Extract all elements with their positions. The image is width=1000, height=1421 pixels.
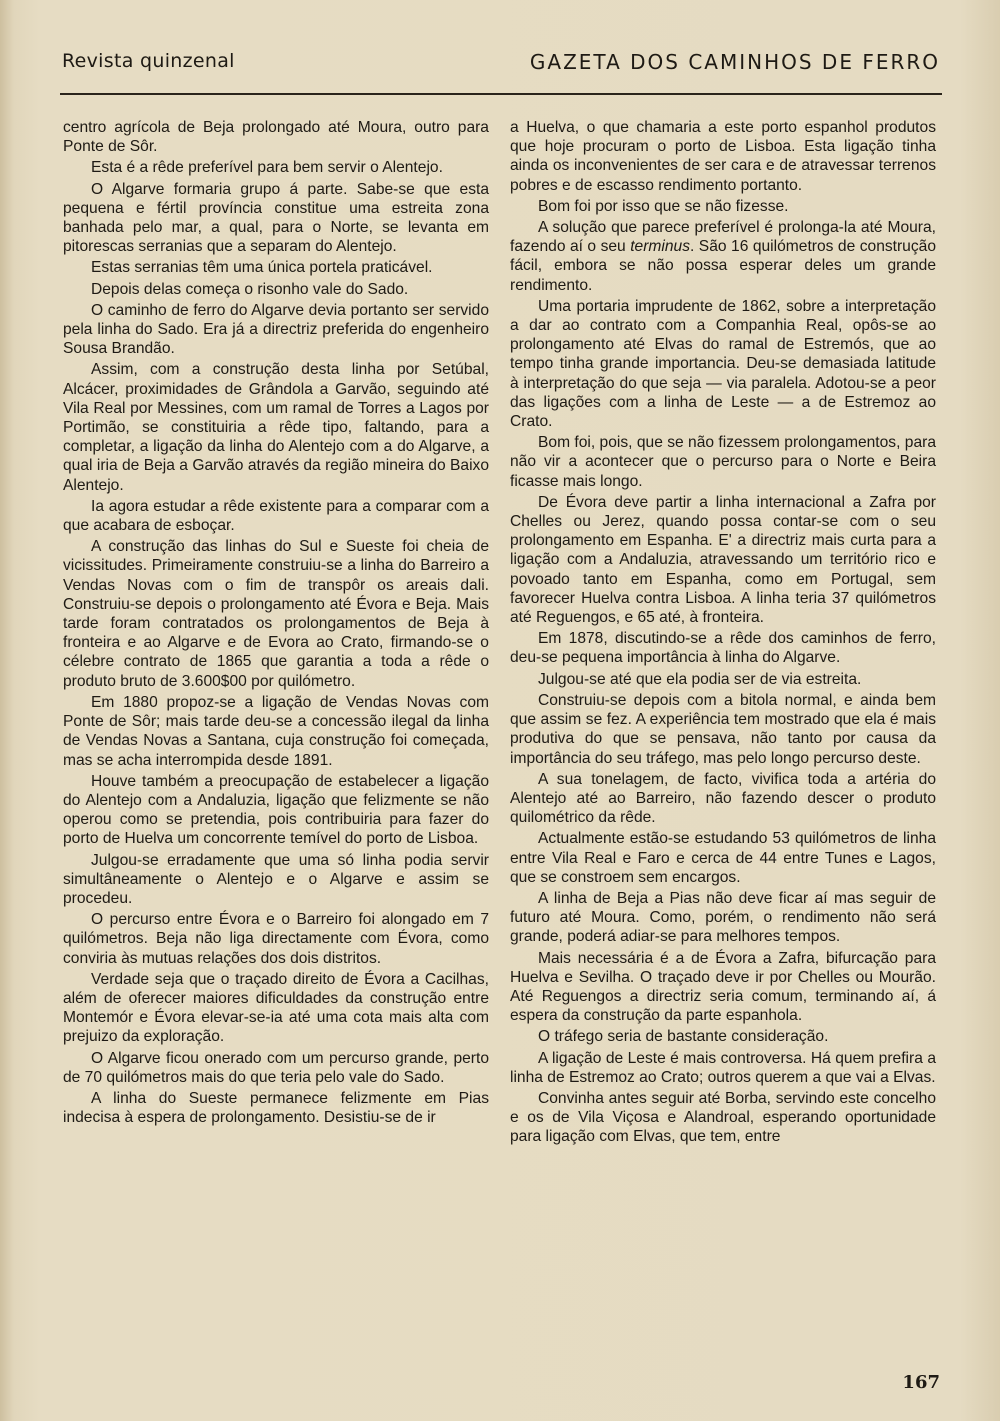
- paragraph-text: A solução que parece preferível é prolonga-la até Moura, fazendo aí o seu: [510, 219, 936, 256]
- paragraph: Depois delas começa o risonho vale do Sado.: [91, 280, 409, 298]
- right-column: [510, 118, 936, 1149]
- paragraph: O Algarve ficou onerado com um percurso grande, perto de 70 quilómetros mais do que teria pelo vale do Sado.: [63, 1049, 489, 1086]
- paragraph: [510, 218, 936, 295]
- paragraph: O caminho de ferro do Algarve devia portanto ser servido pela linha do Sado. Era já a directriz preferida do engenheiro Sousa Brandão.: [63, 301, 489, 358]
- paragraph: Julgou-se erradamente que uma só linha podia servir simultâneamente o Alentejo e o Algarve e assim se procedeu.: [63, 851, 489, 907]
- paragraph: A construção das linhas do Sul e Sueste foi cheia de vicissitudes. Primeiramente construiu-se a linha do Barreiro a Vendas Novas com o fim de transpôr os areais dali. Construiu-se depois o prolongamento até Évora e Beja. Mais tarde foram contratados os prolongamentos de Beja à fronteira e ao Algarve e de Evora ao Crato, firmando-se o célebre contrato de 1865 que garantia a toda a rêde o produto bruto de 3.600$00 por quilómetro.: [63, 538, 489, 690]
- page-number: 167: [902, 1372, 940, 1393]
- paragraph: Uma portaria imprudente de 1862, sobre a interpretação a dar ao contrato com a Companhia Real, opôs-se ao prolongamento até Elvas do ramal de Estremós, que ao tempo tinha grande importancia. Deu-se demasiada latitude à interpretação do que seja — via paralela. Adotou-se a peor das ligações com a linha de Leste — a de Estremoz ao Crato.: [510, 297, 936, 431]
- paragraph: Convinha antes seguir até Borba, servindo este concelho e os de Vila Viçosa e Alandroal, esperando oportunidade para ligação com Elvas, que tem, entre: [510, 1089, 936, 1146]
- paragraph: Estas serranias têm uma única portela praticável.: [91, 259, 433, 277]
- paragraph: Esta é a rêde preferível para bem servir o Alentejo.: [91, 159, 443, 177]
- header-rule: [60, 93, 942, 95]
- header-left-text: Revista quinzenal: [62, 50, 235, 72]
- paragraph: Ia agora estudar a rêde existente para a comparar com a que acabara de esboçar.: [63, 497, 489, 535]
- paragraph: Julgou-se até que ela podia ser de via estreita.: [538, 670, 862, 688]
- paragraph: A linha de Beja a Pias não deve ficar aí mas seguir de futuro até Moura. Como, porém, o rendimento não será grande, poderá adiar-se para melhores tempos.: [510, 889, 936, 946]
- paragraph: O Algarve formaria grupo á parte. Sabe-se que esta pequena e fértil província constitue uma estreita zona banhada pelo mar, a qual, para o Norte, se levanta em pitorescas serranias que a separam do Alentejo.: [63, 180, 489, 256]
- paragraph: Houve também a preocupação de estabelecer a ligação do Alentejo com a Andaluzia, ligação que felizmente se não operou como se pretendia, pois contribuiria para fazer do porto de Huelva um concorrente temível do porto de Lisboa.: [63, 772, 489, 848]
- paragraph: A linha do Sueste permanece felizmente em Pias indecisa à espera de prolongamento. Desistiu-se de ir: [63, 1089, 489, 1127]
- paragraph: a Huelva, o que chamaria a este porto espanhol produtos que hoje procuram o porto de Lisboa. Esta ligação tinha ainda os inconvenientes de ser cara e de atravessar terrenos pobres e de escasso rendimento portanto.: [510, 119, 936, 194]
- paragraph: Bom foi por isso que se não fizesse.: [538, 197, 789, 215]
- italic-term: terminus: [630, 238, 690, 256]
- paragraph: Em 1880 propoz-se a ligação de Vendas Novas com Ponte de Sôr; mais tarde deu-se a concessão ilegal da linha de Vendas Novas a Santana, cuja construção foi começada, mas se acha interrompida desde 1891.: [63, 693, 489, 769]
- paragraph: Construiu-se depois com a bitola normal, e ainda bem que assim se fez. A experiência tem mostrado que ela é mais produtiva do que se pensava, não tanto por causa da importância do seu tráfego, mas pelo longo percurso deste.: [510, 691, 936, 767]
- paragraph: De Évora deve partir a linha internacional a Zafra por Chelles ou Jerez, quando possa contar-se com o seu prolongamento em Espanha. E' a directriz mais curta para a ligação com a Andaluzia, atravessando um território rico e povoado tanto em Espanha, como em Portugal, sem favorecer Huelva contra Lisboa. A linha teria 37 quilómetros até Reguengos, e 65 até, à fronteira.: [510, 493, 936, 627]
- paragraph: Mais necessária é a de Évora a Zafra, bifurcação para Huelva e Sevilha. O traçado deve ir por Chelles ou Mourão. Até Reguengos a directriz seria comum, terminando aí, á espera da construção da parte espanhola.: [510, 949, 936, 1025]
- paragraph: Actualmente estão-se estudando 53 quilómetros de linha entre Vila Real e Faro e cerca de 44 entre Tunes e Lagos, que se constroem sem encargos.: [510, 830, 936, 886]
- paragraph: O tráfego seria de bastante consideração.: [538, 1028, 829, 1046]
- paragraph: Verdade seja que o traçado direito de Évora a Cacilhas, além de oferecer maiores dificuldades da construção entre Montemór e Évora elevar-se-ia até uma cota mais alta com prejuizo da exploração.: [63, 970, 489, 1046]
- left-column: [63, 118, 489, 1129]
- paragraph: Assim, com a construção desta linha por Setúbal, Alcácer, proximidades de Grândola a Garvão, seguindo até Vila Real por Messines, com um ramal de Torres a Lagos por Portimão, se constituiria a rêde tipo, faltando, para a completar, a ligação da linha do Alentejo com a do Algarve, a qual iria de Beja a Garvão através da região mineira do Baixo Alentejo.: [63, 361, 489, 494]
- header-right-title: GAZETA DOS CAMINHOS DE FERRO: [529, 50, 940, 74]
- paragraph: centro agrícola de Beja prolongado até Moura, outro para Ponte de Sôr.: [63, 119, 489, 156]
- paragraph: Bom foi, pois, que se não fizessem prolongamentos, para não vir a acontecer que o percurso para o Norte e Beira ficasse mais longo.: [510, 434, 936, 490]
- paragraph: A ligação de Leste é mais controversa. Há quem prefira a linha de Estremoz ao Crato; outros querem a que vai a Elvas.: [510, 1049, 936, 1086]
- paragraph: A sua tonelagem, de facto, vivifica toda a artéria do Alentejo até ao Barreiro, não fazendo descer o produto quilométrico da rêde.: [510, 770, 936, 827]
- paragraph: O percurso entre Évora e o Barreiro foi alongado em 7 quilómetros. Beja não liga directamente com Évora, como conviria às mutuas relações dos dois distritos.: [63, 911, 489, 967]
- paragraph: Em 1878, discutindo-se a rêde dos caminhos de ferro, deu-se pequena importância à linha do Algarve.: [510, 630, 936, 667]
- running-header: [62, 50, 940, 80]
- paragraph-text: . São 16 quilómetros de construção fácil, embora se não possa esperar deles um grande rendimento.: [510, 238, 936, 294]
